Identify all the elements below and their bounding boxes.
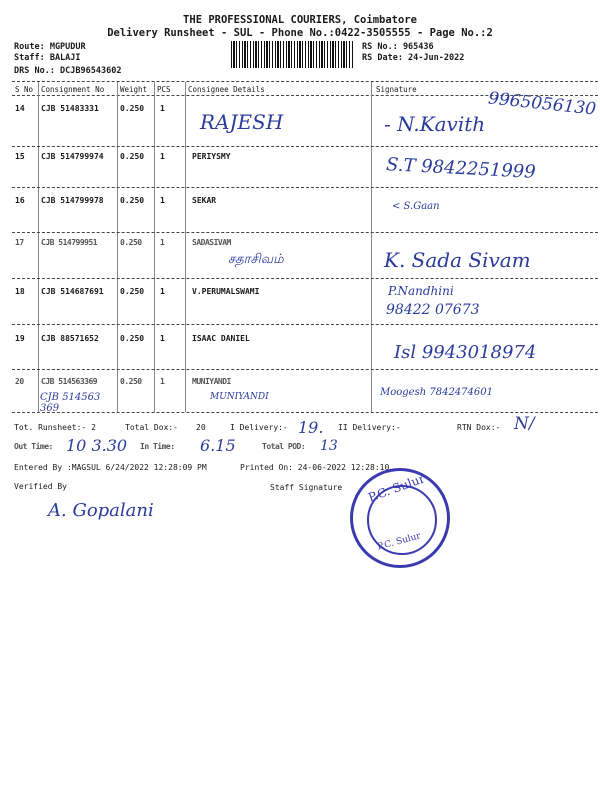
row-weight: 0.250 (120, 196, 145, 205)
verified-by-label: Verified By (14, 482, 67, 491)
row-separator (12, 324, 598, 325)
row-consignee: SADASIVAM (192, 238, 231, 247)
col-header-signature: Signature (376, 85, 417, 94)
col-divider (117, 82, 118, 412)
handwritten-consignee-name: சதாசிவம் (228, 252, 284, 267)
handwritten-signature: Isl 9943018974 (394, 342, 537, 363)
row-sno: 15 (15, 152, 25, 161)
row-separator (12, 146, 598, 147)
row-pcs: 1 (160, 104, 165, 113)
row-separator (12, 278, 598, 279)
total-runsheet: Tot. Runsheet:- 2 (14, 423, 96, 432)
handwritten-signature: - N.Kavith (384, 112, 486, 136)
total-pod-handwritten: 13 (320, 438, 338, 454)
handwritten-phone: 9965056130 (487, 88, 597, 120)
row-consignment: CJB 51483331 (41, 104, 99, 113)
row-separator (12, 232, 598, 233)
col-header-consignment: Consignment No (41, 85, 105, 94)
row-pcs: 1 (160, 152, 165, 161)
row-sno: 20 (15, 377, 24, 386)
col-divider (38, 82, 39, 412)
row-consignment: CJB 514687691 (41, 287, 104, 296)
row-pcs: 1 (160, 196, 165, 205)
rs-date: RS Date: 24-Jun-2022 (362, 53, 465, 63)
document-subtitle: Delivery Runsheet - SUL - Phone No.:0422-3505555 - Page No.:2 (107, 27, 493, 39)
barcode (231, 41, 353, 68)
handwritten-consignee-name: RAJESH (200, 110, 284, 134)
stamp-text-top: P.C. Sulur (366, 471, 427, 505)
row-weight: 0.250 (120, 287, 145, 296)
row-consignment: CJB 88571652 (41, 334, 99, 343)
total-pod-label: Total POD: (262, 442, 306, 451)
row-separator (12, 412, 598, 413)
verified-by-signature: A. Gopalani (48, 500, 154, 521)
row-sno: 14 (15, 104, 25, 113)
handwritten-consignment: CJB 514563 369 (40, 392, 101, 414)
col-header-weight: Weight (120, 85, 148, 94)
row-consignee: MUNIYANDI (192, 377, 231, 386)
staff-signature-label: Staff Signature (270, 483, 343, 492)
handwritten-signature: < S.Gaan (392, 201, 440, 212)
row-consignee: ISAAC DANIEL (192, 334, 250, 343)
row-sno: 17 (15, 238, 24, 247)
col-header-pcs: PCS (157, 85, 171, 94)
i-delivery-handwritten: 19. (298, 418, 324, 437)
row-consignee: PERIYSMY (192, 152, 231, 161)
row-weight: 0.250 (120, 238, 142, 247)
row-weight: 0.250 (120, 152, 145, 161)
row-pcs: 1 (160, 334, 165, 343)
col-divider (154, 82, 155, 412)
total-dox-label: Total Dox:- (125, 423, 178, 432)
row-sno: 16 (15, 196, 25, 205)
handwritten-phone: 98422 07673 (386, 302, 480, 318)
rs-number: RS No.: 965436 (362, 42, 434, 52)
table-top-rule (12, 81, 598, 82)
row-sno: 18 (15, 287, 25, 296)
stamp-text-bottom: P.C. Sulur (376, 531, 422, 553)
ii-delivery-label: II Delivery:- (338, 423, 401, 432)
row-consignment: CJB 514799978 (41, 196, 104, 205)
staff-label: Staff: BALAJI (14, 53, 81, 63)
row-consignee: SEKAR (192, 196, 217, 205)
rtn-dox-handwritten: N/ (514, 414, 535, 434)
col-divider (185, 82, 186, 412)
handwritten-signature: K. Sada Sivam (384, 248, 531, 272)
out-time-label: Out Time: (14, 442, 53, 451)
col-header-consignee: Consignee Details (188, 85, 265, 94)
in-time-label: In Time: (140, 442, 175, 451)
drs-number: DRS No.: DCJB96543602 (14, 66, 122, 76)
row-separator (12, 369, 598, 370)
col-divider (371, 82, 372, 412)
in-time-handwritten: 6.15 (200, 436, 236, 455)
entered-by: Entered By :MAGSUL 6/24/2022 12:28:09 PM (14, 463, 207, 472)
row-consignment: CJB 514563369 (41, 377, 98, 386)
row-pcs: 1 (160, 377, 165, 386)
row-sno: 19 (15, 334, 25, 343)
document-title: THE PROFESSIONAL COURIERS, Coimbatore (183, 14, 417, 26)
row-consignment: CJB 514799974 (41, 152, 104, 161)
row-pcs: 1 (160, 238, 165, 247)
row-weight: 0.250 (120, 334, 145, 343)
printed-on: Printed On: 24-06-2022 12:28:10 (240, 463, 390, 472)
col-header-sno: S No (15, 85, 34, 94)
handwritten-signature: P.Nandhini (388, 284, 454, 298)
handwritten-signature: Moogesh 7842474601 (380, 387, 493, 398)
row-separator (12, 187, 598, 188)
row-weight: 0.250 (120, 104, 145, 113)
total-dox-value: 20 (196, 423, 206, 432)
row-consignment: CJB 514799951 (41, 238, 98, 247)
row-consignee: V.PERUMALSWAMI (192, 287, 260, 296)
handwritten-consignee-name: MUNIYANDI (210, 392, 269, 402)
route-label: Route: MGPUDUR (14, 42, 86, 52)
i-delivery-label: I Delivery:- (230, 423, 288, 432)
row-weight: 0.250 (120, 377, 142, 386)
handwritten-signature: S.T 9842251999 (385, 154, 537, 183)
row-pcs: 1 (160, 287, 165, 296)
office-stamp (350, 468, 450, 568)
rtn-dox-label: RTN Dox:- (457, 423, 501, 432)
out-time-handwritten: 10 3.30 (66, 436, 128, 455)
